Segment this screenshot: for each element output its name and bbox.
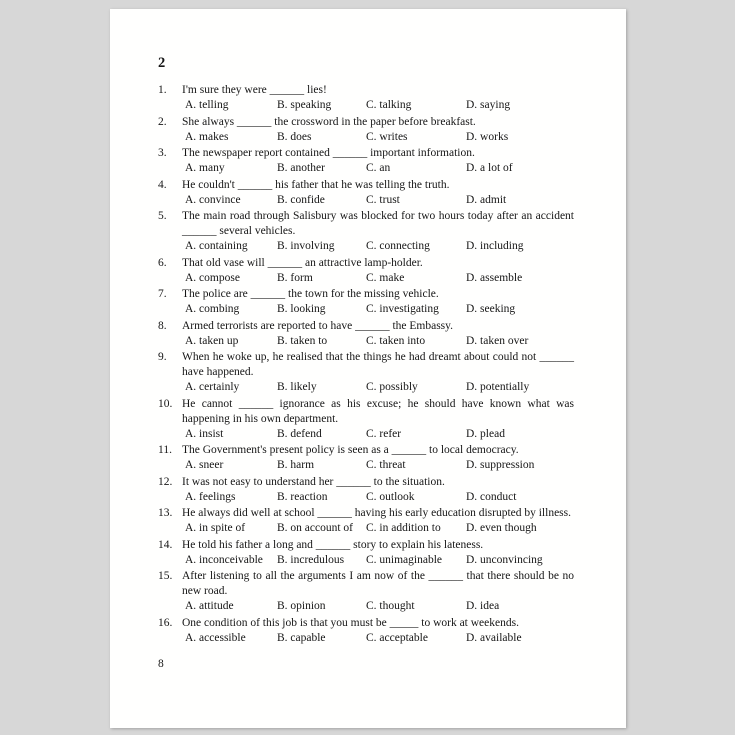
answer-option: B. capable <box>277 631 326 644</box>
answer-option: B. does <box>277 130 312 143</box>
question-number: 16. <box>158 616 173 629</box>
answer-option: B. incredulous <box>277 553 345 566</box>
document-page <box>110 9 626 728</box>
answer-option: D. suppression <box>466 459 535 471</box>
options-row <box>182 193 574 208</box>
options-row <box>182 271 574 286</box>
answer-option: B. taken to <box>277 334 328 347</box>
options-row <box>182 334 574 349</box>
options-row <box>182 599 574 614</box>
answer-option: D. unconvincing <box>466 553 543 566</box>
question-number: 9. <box>158 351 167 363</box>
question-item <box>158 115 574 145</box>
answer-option: C. make <box>366 271 405 284</box>
answer-option: A. compose <box>185 271 240 284</box>
answer-option: D. even though <box>466 522 537 534</box>
answer-option: A. accessible <box>185 631 246 644</box>
answer-option: A. sneer <box>185 459 224 471</box>
question-text: He cannot ______ ignorance as his excuse; he should have known what was happening in his own department. <box>182 397 574 425</box>
question-body <box>182 319 574 349</box>
question-text: The Government's present policy is seen as a ______ to local democracy. <box>182 444 519 456</box>
answer-option: B. looking <box>277 303 326 315</box>
question-body <box>182 569 574 614</box>
question-text: He told his father a long and ______ story to explain his lateness. <box>182 538 484 551</box>
question-item <box>158 319 574 349</box>
question-number: 5. <box>158 210 167 222</box>
question-item <box>158 616 574 646</box>
question-number: 13. <box>158 507 173 519</box>
question-text: The police are ______ the town for the missing vehicle. <box>182 288 439 300</box>
answer-option: C. talking <box>366 99 412 111</box>
question-text: After listening to all the arguments I am now of the ______ that there should be no new road. <box>182 570 574 597</box>
question-text: He couldn't ______ his father that he was telling the truth. <box>182 178 450 191</box>
options-row <box>182 239 574 254</box>
question-body <box>182 397 574 442</box>
answer-option: C. thought <box>366 600 415 612</box>
answer-option: D. including <box>466 240 524 252</box>
answer-option: D. a lot of <box>466 162 513 174</box>
question-number: 4. <box>158 178 167 191</box>
options-row <box>182 553 574 568</box>
question-number: 14. <box>158 538 173 551</box>
question-item <box>158 287 574 317</box>
question-item <box>158 256 574 286</box>
question-text: She always ______ the crossword in the paper before breakfast. <box>182 115 476 128</box>
answer-option: C. unimaginable <box>366 553 443 566</box>
answer-option: B. likely <box>277 381 317 393</box>
answer-option: D. taken over <box>466 334 529 347</box>
answer-option: C. outlook <box>366 490 415 503</box>
question-item <box>158 83 574 113</box>
question-item <box>158 350 574 395</box>
answer-option: A. many <box>185 162 225 174</box>
answer-option: C. trust <box>366 193 400 206</box>
answer-option: A. combing <box>185 303 240 315</box>
answer-option: B. opinion <box>277 600 326 612</box>
answer-option: B. reaction <box>277 490 328 503</box>
answer-option: A. certainly <box>185 381 240 393</box>
answer-option: C. investigating <box>366 303 439 315</box>
question-body <box>182 475 574 505</box>
question-body <box>182 443 574 473</box>
answer-option: A. insist <box>185 427 224 440</box>
question-number: 12. <box>158 475 173 488</box>
answer-option: A. attitude <box>185 600 234 612</box>
answer-option: D. idea <box>466 600 500 612</box>
question-number: 15. <box>158 570 173 582</box>
question-item <box>158 146 574 176</box>
answer-option: C. acceptable <box>366 631 428 644</box>
answer-option: B. harm <box>277 459 315 471</box>
options-row <box>182 490 574 505</box>
answer-option: C. threat <box>366 459 406 471</box>
question-body <box>182 616 574 646</box>
answer-option: A. convince <box>185 193 241 206</box>
options-row <box>182 98 574 113</box>
question-body <box>182 146 574 176</box>
question-item <box>158 506 574 536</box>
question-number: 1. <box>158 84 167 96</box>
question-item <box>158 569 574 614</box>
question-item <box>158 178 574 208</box>
answer-option: B. form <box>277 271 313 284</box>
question-number: 2. <box>158 115 167 128</box>
answer-option: A. telling <box>185 99 229 111</box>
question-body <box>182 209 574 254</box>
answer-option: D. assemble <box>466 271 523 284</box>
answer-option: C. taken into <box>366 334 426 347</box>
options-row <box>182 521 574 536</box>
answer-option: D. saying <box>466 99 511 111</box>
answer-option: A. taken up <box>185 334 239 347</box>
answer-option: B. speaking <box>277 99 332 111</box>
question-text: He always did well at school ______ having his early education disrupted by illness. <box>182 507 572 519</box>
question-body <box>182 256 574 286</box>
question-body <box>182 506 574 536</box>
section-heading: 2 <box>158 55 166 71</box>
answer-option: B. another <box>277 162 325 174</box>
question-item <box>158 209 574 254</box>
options-row <box>182 427 574 442</box>
question-text: The main road through Salisbury was blocked for two hours today after an accident ______ several vehicles. <box>182 210 574 237</box>
answer-option: D. admit <box>466 193 507 206</box>
question-text: That old vase will ______ an attractive lamp-holder. <box>182 256 423 269</box>
answer-option: C. in addition to <box>366 522 441 534</box>
question-item <box>158 538 574 568</box>
question-number: 10. <box>158 397 173 410</box>
options-row <box>182 130 574 145</box>
answer-option: A. makes <box>185 130 229 143</box>
answer-option: C. connecting <box>366 240 430 252</box>
question-text: It was not easy to understand her ______ to the situation. <box>182 475 445 488</box>
options-row <box>182 161 574 176</box>
question-number: 7. <box>158 288 167 300</box>
question-body <box>182 287 574 317</box>
answer-option: D. seeking <box>466 303 516 315</box>
question-body <box>182 538 574 568</box>
answer-option: C. refer <box>366 427 402 440</box>
answer-option: B. confide <box>277 193 325 206</box>
question-item <box>158 397 574 442</box>
options-row <box>182 631 574 646</box>
question-text: I'm sure they were ______ lies! <box>182 84 327 96</box>
answer-option: D. works <box>466 130 509 143</box>
answer-option: C. an <box>366 162 391 174</box>
answer-option: D. conduct <box>466 490 517 503</box>
question-number: 6. <box>158 256 167 269</box>
page-number: 8 <box>158 657 164 670</box>
options-row <box>182 302 574 317</box>
answer-option: D. plead <box>466 427 505 440</box>
options-row <box>182 380 574 395</box>
answer-option: A. inconceivable <box>185 553 263 566</box>
answer-option: B. on account of <box>277 522 354 534</box>
question-number: 11. <box>158 444 172 456</box>
question-text: One condition of this job is that you must be _____ to work at weekends. <box>182 616 519 629</box>
question-number: 8. <box>158 319 167 332</box>
question-item <box>158 443 574 473</box>
answer-option: B. involving <box>277 240 335 252</box>
answer-option: C. possibly <box>366 381 418 393</box>
answer-option: D. potentially <box>466 381 530 393</box>
question-text: Armed terrorists are reported to have ______ the Embassy. <box>182 319 454 332</box>
question-text: When he woke up, he realised that the things he had dreamt about could not ______ have happened. <box>182 351 574 378</box>
question-item <box>158 475 574 505</box>
question-body <box>182 115 574 145</box>
answer-option: A. in spite of <box>185 522 246 534</box>
answer-option: A. containing <box>185 240 248 252</box>
question-body <box>182 350 574 395</box>
answer-option: B. defend <box>277 427 322 440</box>
answer-option: A. feelings <box>185 490 236 503</box>
options-row <box>182 458 574 473</box>
question-body <box>182 178 574 208</box>
question-body <box>182 83 574 113</box>
question-number: 3. <box>158 147 167 159</box>
answer-option: D. available <box>466 631 522 644</box>
question-list <box>158 83 574 646</box>
answer-option: C. writes <box>366 130 408 143</box>
question-text: The newspaper report contained ______ important information. <box>182 147 475 159</box>
